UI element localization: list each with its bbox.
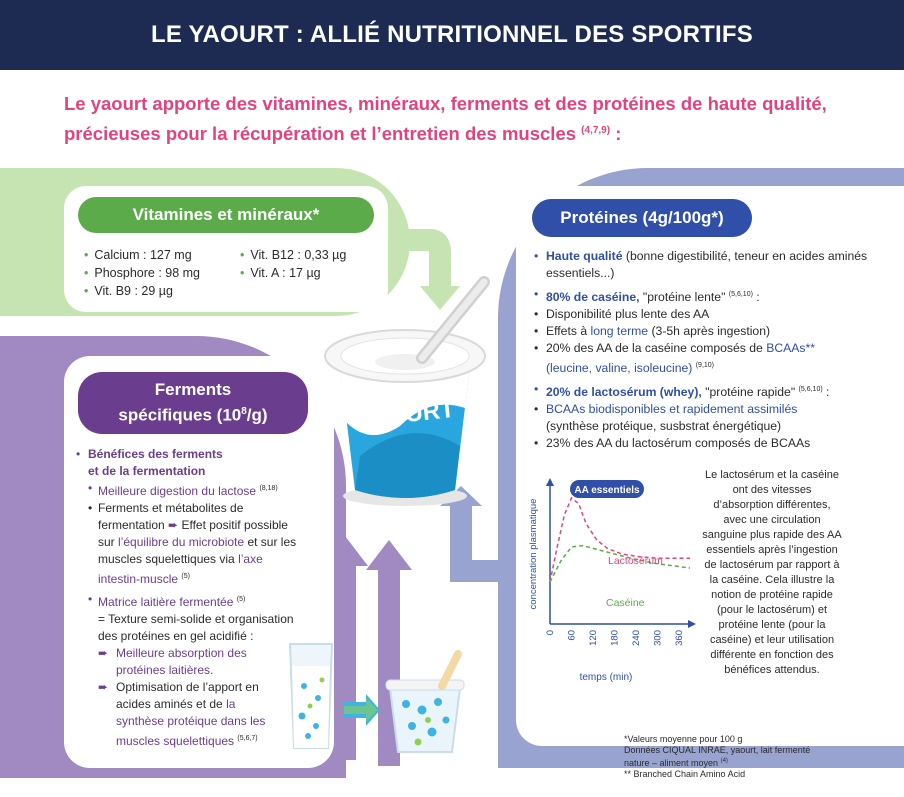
list-item: • Vit. B9 : 29 µg — [84, 282, 200, 300]
list-item: • Phosphore : 98 mg — [84, 264, 200, 282]
footnote-bcaa: ** Branched Chain Amino Acid — [624, 769, 746, 779]
effects-text: (3-5h après ingestion) — [651, 324, 771, 339]
footnotes — [624, 734, 810, 780]
refs: (5) — [181, 573, 190, 580]
list-item — [76, 500, 306, 588]
y-axis-label: concentration plasmatique — [528, 498, 539, 610]
x-axis-label: temps (min) — [579, 672, 633, 683]
list-item — [534, 323, 884, 340]
quality-text: (bonne digestibilité, teneur en acides aminés essentiels...) — [546, 249, 868, 280]
refs: (9,10) — [695, 362, 715, 370]
x-tick-label: 180 — [609, 630, 621, 646]
metab-text: Ferments et métabolites de — [98, 501, 244, 515]
footnote-source-text: nature – aliment moyen — [624, 758, 719, 768]
list-item — [534, 248, 884, 282]
bcaa-list: (leucine, valine, isoleucine) — [546, 361, 693, 376]
metab-text: Effet positif — [181, 518, 241, 532]
metab-text: fermentation — [98, 518, 165, 532]
proteins-title: Protéines (4g/100g*) — [532, 199, 752, 237]
intro-sentence: Le yaourt apporte des vitamines, minéraux, ferments et des protéines de haute qualité, précieuses pour la récupération et l’entretien des muscles — [64, 93, 827, 145]
texture-text: = Texture semi-solide et organisation des protéines en gel acidifié : — [98, 612, 294, 643]
whey-tail: : — [822, 385, 830, 400]
list-item: • Disponibilité plus lente des AA — [534, 306, 884, 323]
refs: (8,18) — [259, 485, 278, 492]
whey-bold: 20% de lactosérum (whey), — [546, 385, 702, 400]
x-tick-label: 120 — [588, 630, 600, 646]
bcaa-link: BCAAs** — [766, 341, 815, 356]
proteins-text — [534, 248, 884, 452]
refs: (5,6,10) — [798, 386, 823, 394]
metab-text: et — [247, 535, 258, 549]
ferments-title-part: spécifiques (10 — [118, 405, 242, 425]
list-item — [76, 446, 306, 480]
legend-caseine: Caséine — [606, 597, 645, 609]
effects-text: Effets à — [546, 324, 588, 339]
x-tick-label: 0 — [545, 630, 556, 636]
yogurt-label: YAOURT — [354, 395, 456, 434]
milk-to-yogurt-illustration — [282, 636, 472, 758]
list-item — [534, 286, 884, 306]
page-title: LE YAOURT : ALLIÉ NUTRITIONNEL DES SPORTIFS — [151, 21, 753, 48]
vitamins-title: Vitamines et minéraux* — [78, 197, 374, 233]
list-item — [76, 645, 276, 679]
quality-bold: Haute qualité — [546, 249, 623, 263]
intro-tail: : — [610, 123, 622, 145]
benefits-title: Bénéfices des ferments — [88, 447, 223, 461]
ferments-title — [78, 372, 308, 434]
yogurt-pot-illustration — [300, 276, 510, 512]
axe-text: l’axe intestin-muscle — [98, 552, 263, 586]
legend-lactoserum: Lactosérum — [608, 555, 663, 567]
digestion-text: Meilleure digestion du lactose — [98, 484, 257, 498]
ferments-text — [76, 446, 306, 750]
x-tick-label: 240 — [631, 630, 643, 646]
refs: (5,6,10) — [728, 291, 753, 298]
list-item — [534, 340, 884, 377]
list-item: • 23% des AA du lactosérum composés de BCAAs — [534, 435, 884, 452]
footnote-values: *Valeurs moyenne pour 100 g — [624, 734, 743, 744]
ferments-title-line2 — [118, 401, 267, 427]
y-axis-arrow-icon — [546, 478, 554, 486]
chart-title: AA essentiels — [574, 485, 640, 496]
refs: (4) — [720, 758, 728, 764]
vitamins-list-left — [84, 246, 200, 300]
optim-text: Optimisation de l’apport en acides aminés et de — [116, 680, 259, 711]
refs: (5,6,7) — [237, 735, 258, 742]
aa-chart — [526, 474, 696, 690]
benefits-title-2: et de la fermentation — [88, 464, 206, 478]
long-term-text: long terme — [590, 324, 649, 339]
bcaa-text: 20% des AA de la caséine composés de — [546, 341, 763, 356]
whey-text: "protéine rapide" — [705, 385, 796, 400]
metab-text: possible sur — [98, 518, 288, 549]
optim-text: la synthèse protéique dans les muscles squelettiques — [116, 697, 266, 748]
footnote-source-2 — [624, 756, 810, 769]
whey-bcaa-note: (synthèse protéique, susbstrat énergétique) — [546, 419, 782, 434]
casein-bold: 80% de caséine, — [546, 290, 640, 305]
refs: (5) — [236, 596, 246, 603]
casein-tail: : — [752, 290, 760, 305]
list-item — [76, 480, 306, 500]
list-item: • Vit. A : 17 µg — [240, 264, 346, 282]
list-item: • Calcium : 127 mg — [84, 246, 200, 264]
list-item — [76, 679, 286, 750]
whey-bcaa: BCAAs biodisponibles et rapidement assimilés — [546, 402, 798, 417]
ferments-title-line1: Ferments — [154, 380, 232, 400]
matrix-text: Matrice laitière fermentée — [98, 595, 234, 609]
list-item — [534, 401, 884, 435]
ferments-title-unit: /g) — [246, 405, 268, 425]
list-item: • Vit. B12 : 0,33 µg — [240, 246, 346, 264]
microbiote-text: l’équilibre du microbiote — [118, 535, 245, 549]
footnote-source: Données CIQUAL INRAE, yaourt, lait fermenté — [624, 745, 811, 755]
list-item — [76, 591, 306, 611]
ferments-title-exp: 8 — [241, 406, 247, 418]
x-tick-label: 300 — [652, 630, 664, 646]
x-axis-arrow-icon — [688, 620, 696, 628]
arrow-right-icon: ➨ — [168, 518, 179, 532]
casein-text: "protéine lente" — [642, 290, 726, 305]
side-note: Le lactosérum et la caséine ont des vitesses d’absorption différentes, avec une circulation sanguine plus rapide des AA essentiels après l’ingestion de lactosérum par rapport à la caséine. Cela illustre la notion de protéine rapide (pour le lactosérum) et protéine lente (pour la caséine) et leur utilisation différente en fonction des bénéfices attendus. — [702, 469, 842, 676]
list-item — [534, 381, 884, 401]
series-line-lactosérum — [550, 498, 690, 582]
x-tick-label: 360 — [674, 630, 686, 646]
absorption-text: Meilleure absorption des protéines laitières. — [116, 646, 247, 677]
purple-arrow-up-icon-2 — [366, 540, 412, 570]
intro-refs: (4,7,9) — [581, 125, 611, 136]
x-tick-label: 60 — [566, 630, 578, 641]
metab-text: sur les muscles squelettiques via — [98, 535, 297, 566]
